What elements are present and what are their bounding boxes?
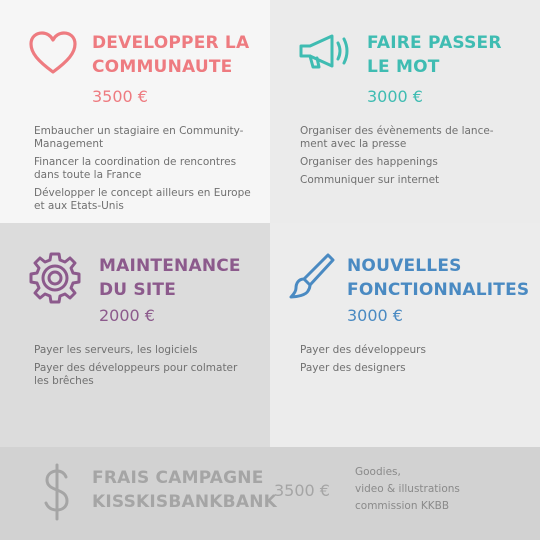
title-line: NOUVELLES — [347, 256, 462, 276]
list-item: Financer la coordination de rencontres dans toute la France — [34, 156, 237, 181]
list-item: video & illustrations — [355, 483, 460, 495]
block-title — [99, 254, 241, 302]
list-item: Embaucher un stagiaire en Community-Management — [34, 125, 244, 150]
title-line: DU SITE — [99, 280, 177, 300]
gear-icon — [28, 251, 82, 305]
amount: 3500 € — [274, 481, 330, 500]
list-item: Organiser des évènements de lance-ment avec la presse — [300, 125, 494, 150]
megaphone-icon — [298, 32, 352, 72]
list-item: Payer des designers — [300, 362, 406, 374]
block-title — [367, 31, 502, 79]
paintbrush-icon — [288, 251, 336, 301]
block-title — [347, 254, 529, 302]
list-item: Payer des développeurs pour colmater les brêches — [34, 362, 238, 387]
list-item: Payer les serveurs, les logiciels — [34, 344, 198, 356]
title-line: DEVELOPPER LA — [92, 33, 250, 53]
amount: 3000 € — [347, 306, 403, 325]
title-line: LE MOT — [367, 57, 440, 77]
block-title — [92, 466, 277, 514]
title-line: FAIRE PASSER — [367, 33, 502, 53]
title-line: KISSKISBANKBANK — [92, 492, 277, 512]
title-line: MAINTENANCE — [99, 256, 241, 276]
block-word-of-mouth — [270, 0, 540, 223]
block-new-features — [270, 223, 540, 447]
item-list — [34, 344, 249, 393]
list-item: commission KKBB — [355, 500, 450, 512]
block-campaign-fees — [0, 447, 540, 540]
amount: 3000 € — [367, 87, 423, 106]
item-list — [355, 464, 460, 515]
list-item: Goodies, — [355, 466, 401, 478]
item-list — [300, 125, 505, 192]
item-list — [34, 125, 256, 218]
list-item: Payer des développeurs — [300, 344, 426, 356]
title-line: FONCTIONNALITES — [347, 280, 530, 300]
dollar-icon — [42, 463, 72, 521]
amount: 2000 € — [99, 306, 155, 325]
heart-icon — [28, 30, 78, 76]
block-title — [92, 31, 249, 79]
list-item: Développer le concept ailleurs en Europe et aux Etats-Unis — [34, 187, 251, 212]
block-community — [0, 0, 270, 223]
item-list — [300, 344, 515, 380]
list-item: Organiser des happenings — [300, 156, 438, 168]
title-line: COMMUNAUTE — [92, 57, 233, 77]
amount: 3500 € — [92, 87, 148, 106]
title-line: FRAIS CAMPAGNE — [92, 468, 264, 488]
list-item: Communiquer sur internet — [300, 174, 440, 186]
block-maintenance — [0, 223, 270, 447]
